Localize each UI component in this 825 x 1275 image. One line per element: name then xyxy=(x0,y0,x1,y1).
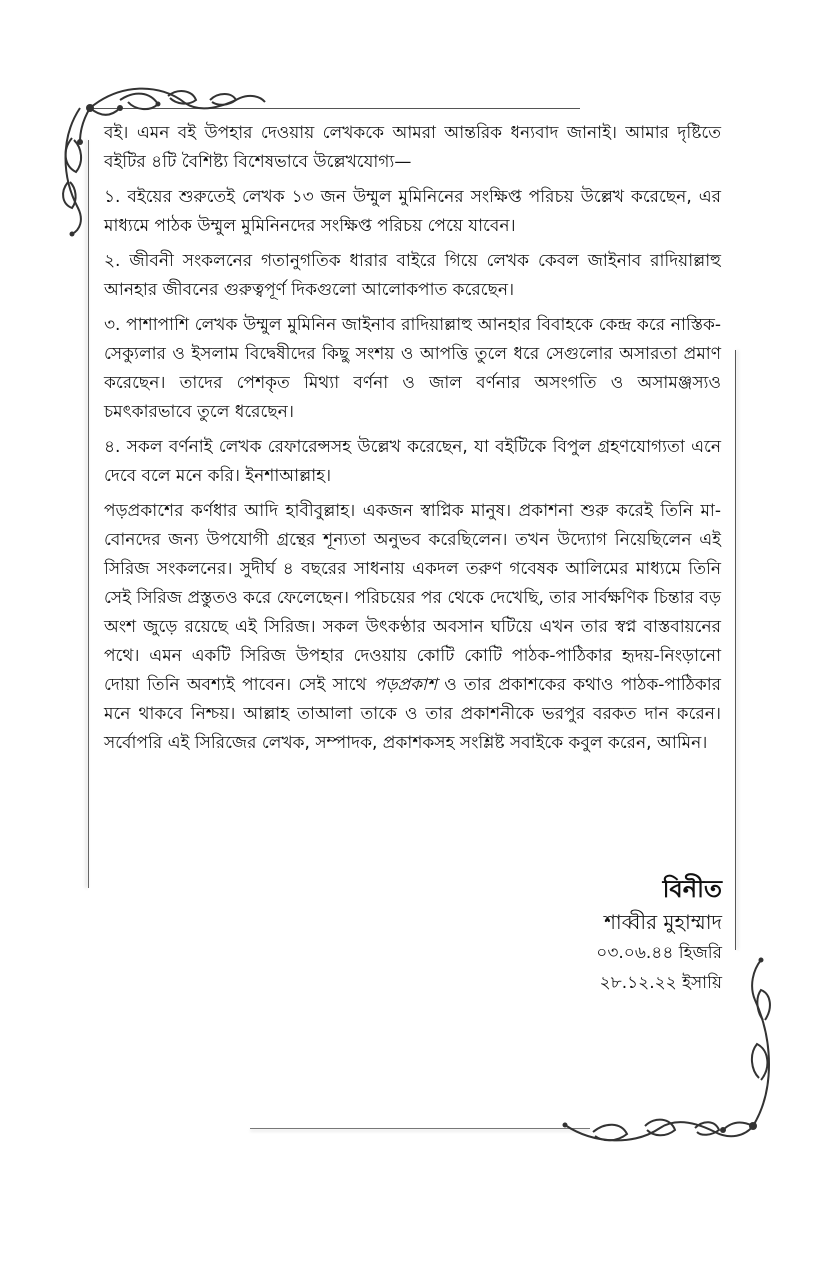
body-text xyxy=(104,119,721,764)
feature-point-2: ২. জীবনী সংকলনের গতানুগতিক ধারার বাইরে গিয়ে লেখক কেবল জাইনাব রাদিয়াল্লাহু আনহার জীবনের গুরুত্বপূর্ণ দিকগুলো আলোকপাত করেছেন। xyxy=(104,251,721,300)
publisher-paragraph-part-1: পড়প্রকাশের কর্ণধার আদি হাবীবুল্লাহ। একজন স্বাপ্নিক মানুষ। প্রকাশনা শুরু করেই তিনি মা-বোনদের জন্য উপযোগী গ্রন্থের শূন্যতা অনুভব করেছিলেন। তখন উদ্যোগ নিয়েছিলেন এই সিরিজ সংকলনের। সুদীর্ঘ ৪ বছরের সাধনায় একদল তরুণ গবেষক আলিমের মাধ্যমে তিনি সেই সিরিজ প্রস্তুতও করে ফেলেছেন। পরিচয়ের পর থেকে দেখেছি, তার সার্বক্ষণিক চিন্তার বড় অংশ জুড়ে রয়েছে এই সিরিজ। সকল উৎকণ্ঠার অবসান ঘটিয়ে এখন তার স্বপ্ন বাস্তবায়নের পথে। এমন একটি সিরিজ উপহার দেওয়ায় কোটি কোটি পাঠক-পাঠিকার হৃদয়-নিংড়ানো দোয়া তিনি অবশ্যই পাবেন। সেই সাথে xyxy=(104,501,721,695)
intro-paragraph: বই। এমন বই উপহার দেওয়ায় লেখককে আমরা আন্তরিক ধন্যবাদ জানাই। আমার দৃষ্টিতে বইটির ৪টি বৈশিষ্ট্য বিশেষভাবে উল্লেখযোগ্য— xyxy=(104,123,721,172)
signature-block xyxy=(596,872,722,998)
feature-point-3: ৩. পাশাপাশি লেখক উম্মুল মুমিনিন জাইনাব রাদিয়াল্লাহু আনহার বিবাহকে কেন্দ্র করে নাস্তিক-সেক্যুলার ও ইসলাম বিদ্বেষীদের কিছু সংশয় ও আপত্তি তুলে ধরে সেগুলোর অসারতা প্রমাণ করেছেন। তাদের পেশকৃত মিথ্যা বর্ণনা ও জাল বর্ণনার অসংগতি ও অসামঞ্জস্যও চমৎকারভাবে তুলে ধরেছেন। xyxy=(104,315,721,422)
signature-date-hijri: ০৩.০৬.৪৪ হিজরি xyxy=(596,943,722,963)
frame-bottom-line xyxy=(250,1128,590,1129)
publisher-paragraph xyxy=(104,497,721,758)
signature-closing: বিনীত xyxy=(662,875,722,903)
feature-point-4: ৪. সকল বর্ণনাই লেখক রেফারেন্সসহ উল্লেখ করেছেন, যা বইটিকে বিপুল গ্রহণযোগ্যতা এনে দেবে বলে মনে করি। ইনশাআল্লাহ। xyxy=(104,437,721,486)
publisher-paragraph-part-2: ও তার প্রকাশকের কথাও পাঠক-পাঠিকার মনে থাকবে নিশ্চয়। আল্লাহ তাআলা তাকে ও তার প্রকাশনীকে ভরপুর বরকত দান করেন। সর্বোপরি এই সিরিজের লেখক, সম্পাদক, প্রকাশকসহ সংশ্লিষ্ট সবাইকে কবুল করেন, আমিন। xyxy=(104,675,721,753)
signature-name: শাব্বীর মুহাম্মাদ xyxy=(604,910,722,934)
frame-left-line xyxy=(88,140,89,888)
frame-right-line xyxy=(735,350,736,950)
publisher-name-italic: পড়প্রকাশ xyxy=(373,675,438,695)
signature-date-gregorian: ২৮.১২.২২ ইসায়ি xyxy=(599,973,722,993)
feature-point-1: ১. বইয়ের শুরুতেই লেখক ১৩ জন উম্মুল মুমিনিনের সংক্ষিপ্ত পরিচয় উল্লেখ করেছেন, এর মাধ্যমে পাঠক উম্মুল মুমিনিনদের সংক্ষিপ্ত পরিচয় পেয়ে যাবেন। xyxy=(104,187,721,236)
